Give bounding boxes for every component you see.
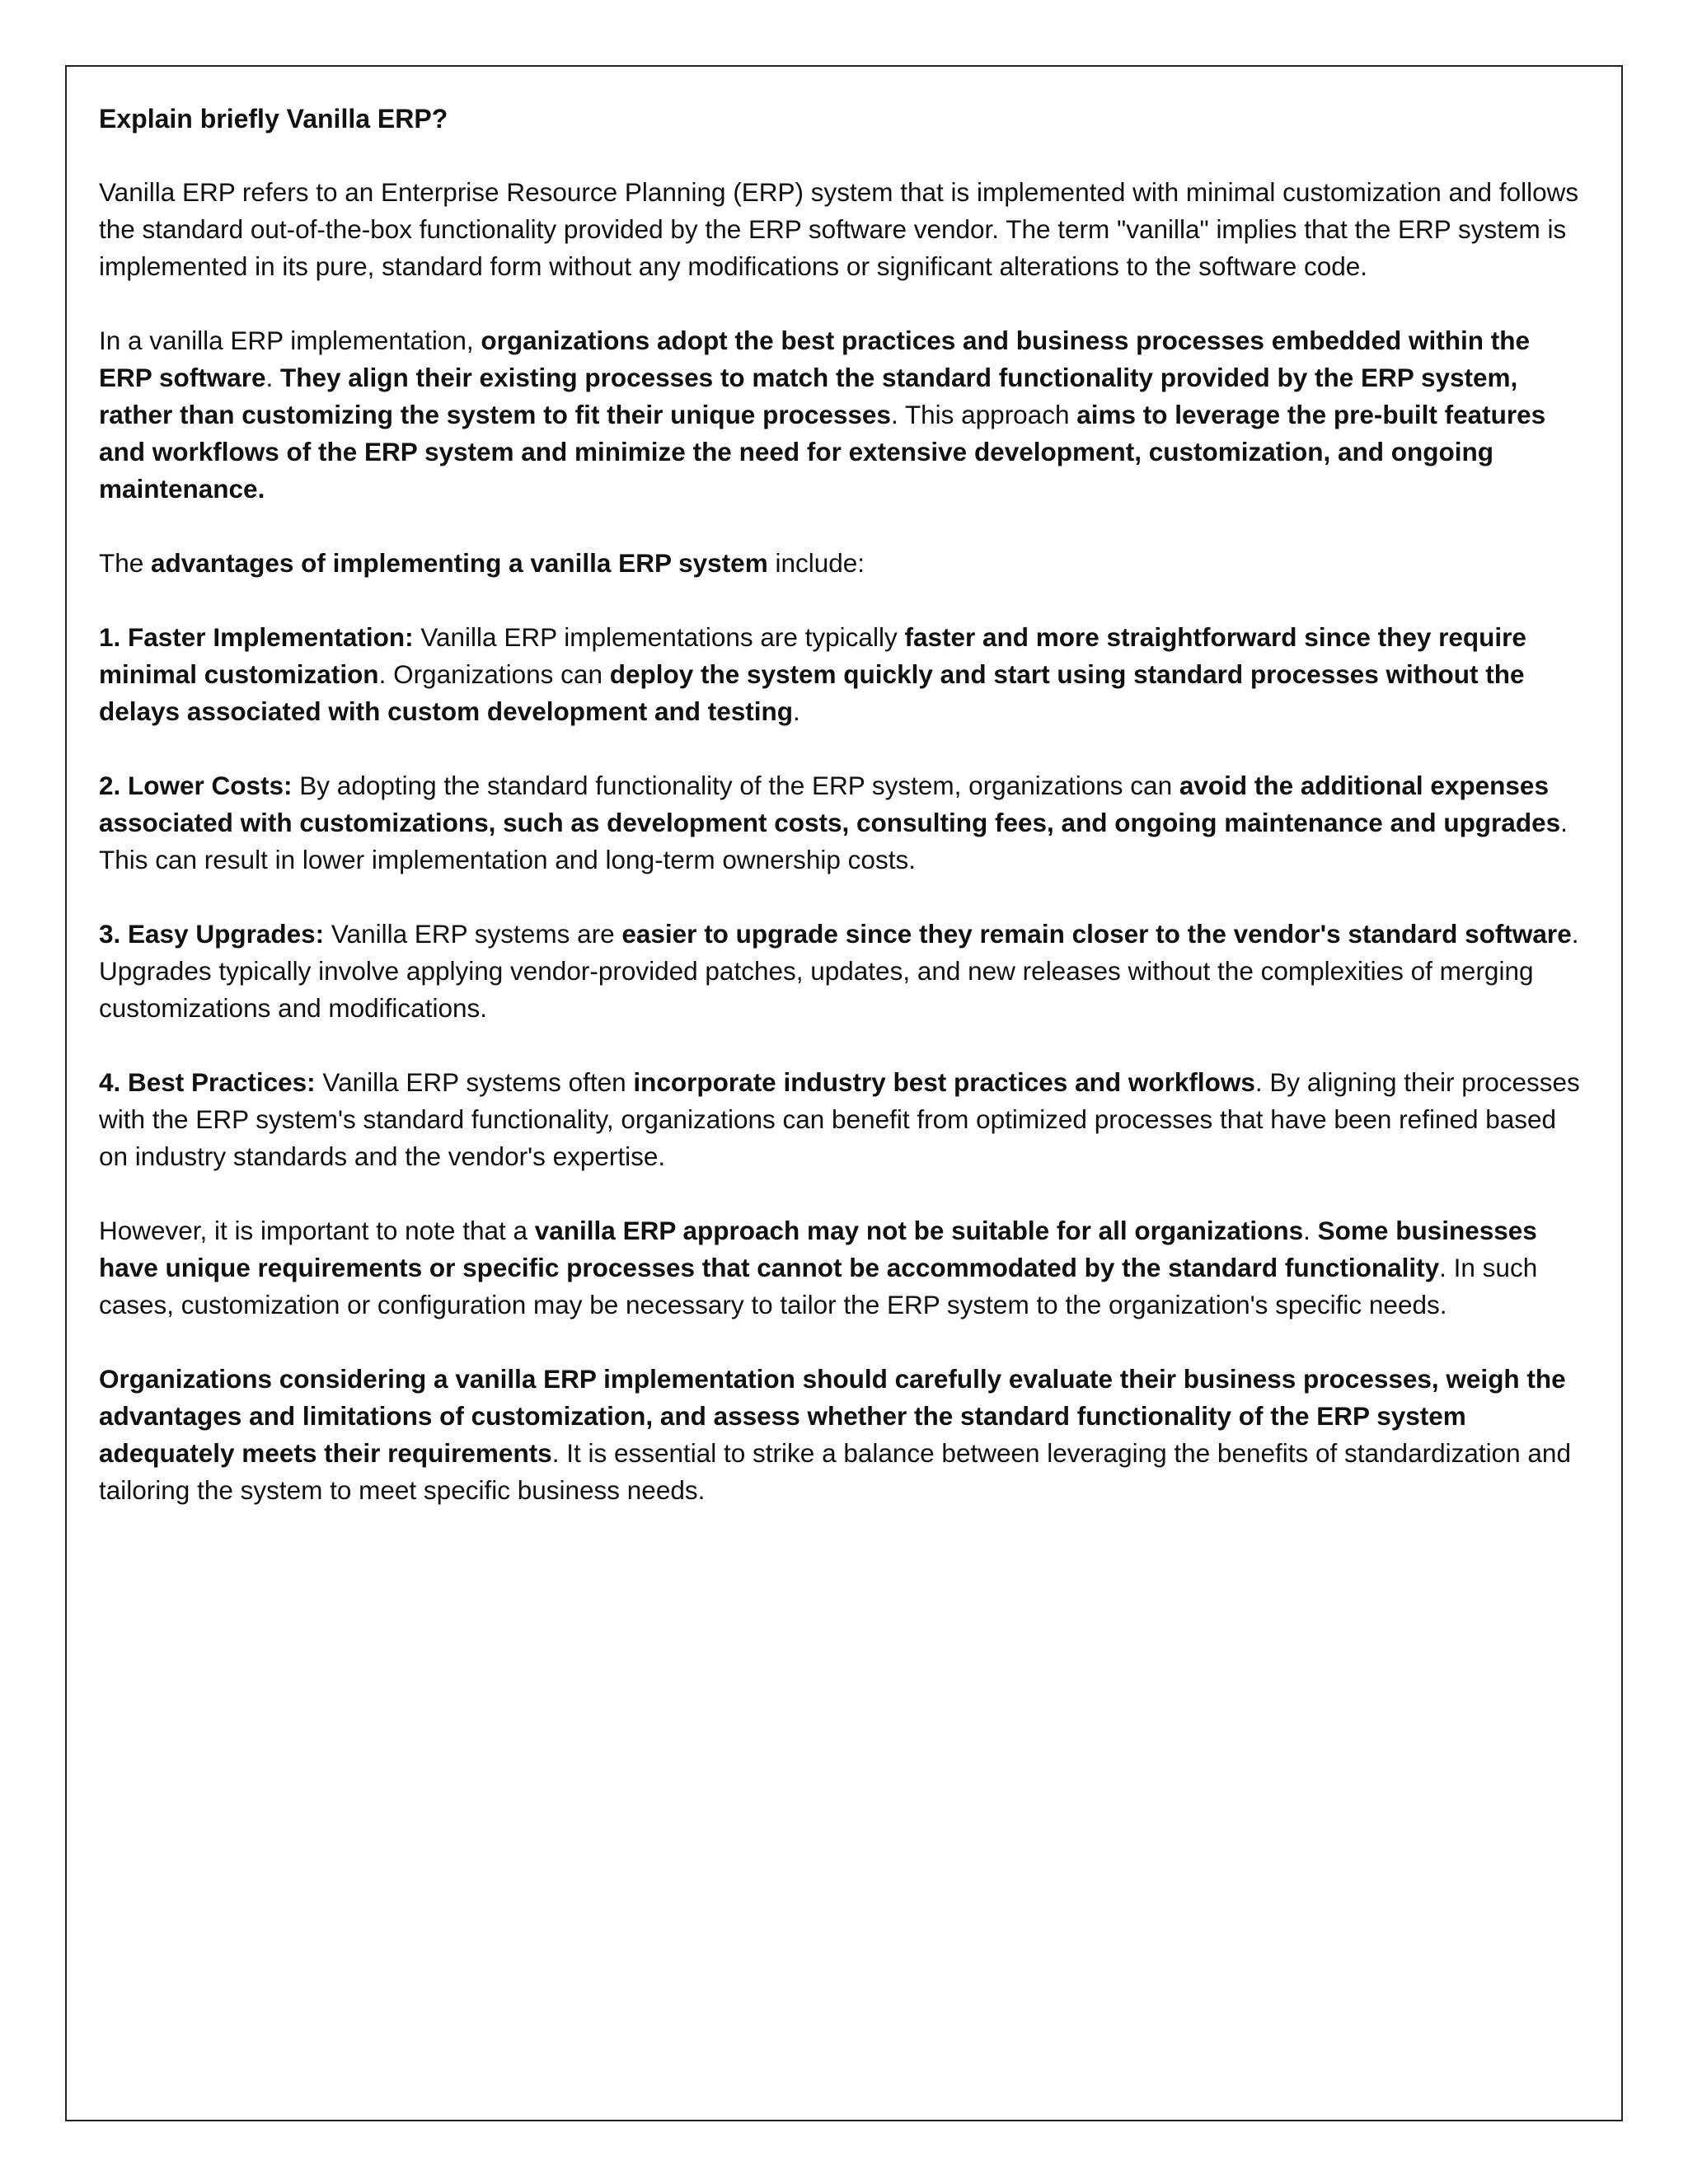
paragraph-advantage-4: [99, 1064, 1582, 1175]
body-text: . By aligning their processes with the ERP system's standard functionality, organizations can benefit from optimized processes that have been refined based on industry standards and the vendor's expertise.: [99, 1067, 1580, 1171]
bold-text: advantages of implementing a vanilla ERP system: [151, 548, 768, 578]
body-text: . Upgrades typically involve applying vendor-provided patches, updates, and new releases without the complexities of merging customizations and modifications.: [99, 919, 1579, 1023]
body-text: .: [265, 363, 281, 392]
paragraph-intro: [99, 174, 1582, 285]
body-text: The: [99, 548, 152, 578]
body-text: However, it is important to note that a: [99, 1216, 535, 1245]
paragraph-approach: [99, 322, 1582, 508]
body-text: . Organizations can: [378, 659, 610, 689]
body-text: In a vanilla ERP implementation,: [99, 326, 481, 355]
body-text: Vanilla ERP refers to an Enterprise Resource Planning (ERP) system that is implemented with minimal customization and follows the standard out-of-the-box functionality provided by the ERP software vendor. The term "vanilla" implies that the ERP system is implemented in its pure, standard form without any modifications or significant alterations to the software code.: [99, 177, 1579, 281]
body-text: Vanilla ERP systems often: [315, 1067, 634, 1097]
bold-text: incorporate industry best practices and workflows: [633, 1067, 1255, 1097]
bold-text: 1. Faster Implementation:: [99, 622, 414, 652]
paragraph-conclusion: [99, 1361, 1582, 1509]
bold-text: Some businesses have unique requirements or specific processes that cannot be accommodated by the standard functionality: [99, 1216, 1537, 1282]
bold-text: 2. Lower Costs:: [99, 771, 293, 800]
bold-text: faster and more straightforward since they require minimal customization: [99, 622, 1526, 689]
body-text: .: [1303, 1216, 1318, 1245]
body-text: include:: [767, 548, 865, 578]
body-text: . It is essential to strike a balance between leveraging the benefits of standardization and tailoring the system to meet specific business needs.: [99, 1438, 1571, 1505]
paragraph-advantage-3: [99, 916, 1582, 1027]
bold-text: They align their existing processes to match the standard functionality provided by the ERP system, rather than customizing the system to fit their unique processes: [99, 363, 1518, 429]
paragraph-caveat: [99, 1212, 1582, 1324]
paragraph-advantage-2: [99, 767, 1582, 879]
body-text: .: [792, 696, 800, 726]
bold-text: deploy the system quickly and start using standard processes without the delays associated with custom development and testing: [99, 659, 1525, 726]
bold-text: avoid the additional expenses associated with customizations, such as development costs, consulting fees, and ongoing maintenance and upgrades: [99, 771, 1561, 837]
document-title: Explain briefly Vanilla ERP?: [99, 104, 448, 134]
paragraph-advantages-intro: [99, 545, 1582, 582]
body-text: By adopting the standard functionality of the ERP system, organizations can: [292, 771, 1179, 800]
body-text: . This approach: [890, 400, 1077, 429]
bold-text: 4. Best Practices:: [99, 1067, 316, 1097]
bold-text: easier to upgrade since they remain closer to the vendor's standard software: [621, 919, 1572, 949]
body-text: . In such cases, customization or configuration may be necessary to tailor the ERP system to the organization's specific needs.: [99, 1253, 1538, 1319]
bold-text: vanilla ERP approach may not be suitable for all organizations: [534, 1216, 1304, 1245]
document-body: [99, 101, 1582, 1546]
bold-text: aims to leverage the pre-built features and workflows of the ERP system and minimize the need for extensive development, customization, and ongoing maintenance.: [99, 400, 1546, 504]
body-text: . This can result in lower implementation and long-term ownership costs.: [99, 808, 1568, 874]
body-text: Vanilla ERP implementations are typically: [413, 622, 905, 652]
body-text: Vanilla ERP systems are: [324, 919, 622, 949]
bold-text: Organizations considering a vanilla ERP implementation should carefully evaluate their business processes, weigh the advantages and limitations of customization, and assess whether the standard functionality of the ERP system adequately meets their requirements: [99, 1364, 1566, 1468]
bold-text: 3. Easy Upgrades:: [99, 919, 325, 949]
bold-text: organizations adopt the best practices and business processes embedded within the ERP software: [99, 326, 1530, 392]
paragraph-advantage-1: [99, 619, 1582, 730]
